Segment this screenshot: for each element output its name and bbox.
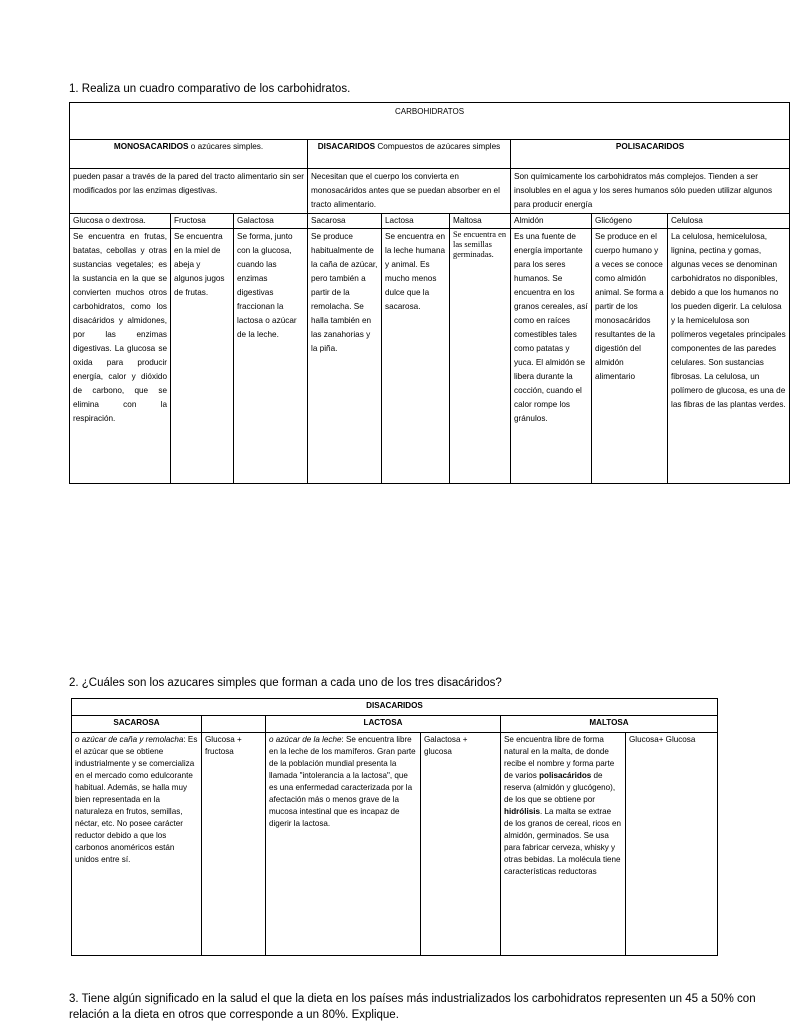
- carbohydrates-comparison-table: [69, 102, 790, 484]
- disaccharides-header: DISACARIDOS Compuestos de azúcares simples: [308, 140, 511, 169]
- sub-almidon: Almidón: [511, 214, 592, 229]
- sacarosa-composition: Glucosa + fructosa: [202, 733, 266, 956]
- sub-galactosa: Galactosa: [234, 214, 308, 229]
- fructosa-description: Se encuentra en la miel de abeja y algunos jugos de frutas.: [171, 229, 234, 484]
- polysaccharides-description: Son químicamente los carbohidratos más complejos. Tienden a ser insolubles en el agua y los seres humanos sólo pueden utilizar algunos para producir energía: [511, 169, 790, 214]
- header-sacarosa: SACAROSA: [72, 716, 202, 733]
- maltosa-description: Se encuentra en las semillas germinadas.: [450, 229, 511, 484]
- question-3: 3. Tiene algún significado en la salud el que la dieta en los países más industrializados los carbohidratos representen un 45 a 50% con relación a la dieta en otros que corresponde a un 80%. Explique.: [69, 993, 756, 1021]
- sub-sacarosa: Sacarosa: [308, 214, 382, 229]
- sacarosa-description: o azúcar de caña y remolacha: Es el azúcar que se obtiene industrialmente y se comercializa en el mercado como edulcorante habitual. Además, se halla muy bien representada en la naturaleza en frutos, semillas, néctar, etc. No posee carácter reductor debido a que los carbonos anoméricos están unidos entre sí.: [72, 733, 202, 956]
- disaccharides-table: [71, 698, 718, 956]
- maltosa-description: Se encuentra libre de forma natural en la malta, de donde recibe el nombre y forma parte de varios polisacáridos de reserva (almidón y glucógeno), de los que se obtiene por hidrólisis. La malta se extrae de los granos de cereal, ricos en almidón, germinados. Se usa para fabricar cerveza, whisky y otras bebidas. La molécula tiene características reductoras: [501, 733, 626, 956]
- lactosa-composition: Galactosa + glucosa: [421, 733, 501, 956]
- sub-glucosa: Glucosa o dextrosa.: [70, 214, 171, 229]
- lactosa-description: Se encuentra en la leche humana y animal. Es mucho menos dulce que la sacarosa.: [382, 229, 450, 484]
- header-maltosa: MALTOSA: [501, 716, 718, 733]
- table-title: DISACARIDOS: [72, 699, 718, 716]
- sub-celulosa: Celulosa: [668, 214, 790, 229]
- glicogeno-description: Se produce en el cuerpo humano y a veces se conoce como almidón animal. Se forma a partir de los monosacáridos resultantes de la digestión del almidón alimentario: [592, 229, 668, 484]
- header-spacer: [202, 716, 266, 733]
- question-1: 1. Realiza un cuadro comparativo de los carbohidratos.: [69, 83, 351, 95]
- sub-lactosa: Lactosa: [382, 214, 450, 229]
- galactosa-description: Se forma, junto con la glucosa, cuando las enzimas digestivas fraccionan la lactosa o azúcar de la leche.: [234, 229, 308, 484]
- monosaccharides-header: MONOSACARIDOS o azúcares simples.: [70, 140, 308, 169]
- monosaccharides-description: pueden pasar a través de la pared del tracto alimentario sin ser modificados por las enzimas digestivas.: [70, 169, 308, 214]
- question-2: 2. ¿Cuáles son los azucares simples que forman a cada uno de los tres disacáridos?: [69, 677, 502, 689]
- glucosa-description: Se encuentra en frutas, batatas, cebollas y otras sustancias vegetales; es la sustancia en la que se convierten muchos otros carbohidratos, como los disacáridos y almidones, por las enzimas digestivas. La glucosa se oxida para producir energía, calor y dióxido de carbono, que se elimina con la respiración.: [70, 229, 171, 484]
- disaccharides-description: Necesitan que el cuerpo los convierta en monosacáridos antes que se puedan absorber en el tracto alimentario.: [308, 169, 511, 214]
- almidon-description: Es una fuente de energía importante para los seres humanos. Se encuentra en los granos cereales, así como en raíces comestibles tales como patatas y yuca. El almidón se libera durante la cocción, cuando el calor rompe los gránulos.: [511, 229, 592, 484]
- maltosa-composition: Glucosa+ Glucosa: [626, 733, 718, 956]
- lactosa-description: o azúcar de la leche: Se encuentra libre en la leche de los mamíferos. Gran parte de la población mundial presenta la llamada "intolerancia a la lactosa", que es una enfermedad caracterizada por la afectación más o menos grave de la mucosa intestinal que es incapaz de digerir la lactosa.: [266, 733, 421, 956]
- sub-maltosa: Maltosa: [450, 214, 511, 229]
- polysaccharides-header: POLISACARIDOS: [511, 140, 790, 169]
- sub-glicogeno: Glicógeno: [592, 214, 668, 229]
- sacarosa-description: Se produce habitualmente de la caña de azúcar, pero también a partir de la remolacha. Se halla también en las zanahorias y la piña.: [308, 229, 382, 484]
- celulosa-description: La celulosa, hemicelulosa, lignina, pectina y gomas, algunas veces se denominan carbohidratos no disponibles, debido a que los humanos no los pueden digerir. La celulosa y la hemicelulosa son polímeros vegetales principales componentes de las paredes celulares. Son sustancias fibrosas. La celulosa, un polímero de glucosa, es una de las fibras de las plantas verdes.: [668, 229, 790, 484]
- table-title: CARBOHIDRATOS: [70, 103, 790, 140]
- sub-fructosa: Fructosa: [171, 214, 234, 229]
- header-lactosa: LACTOSA: [266, 716, 501, 733]
